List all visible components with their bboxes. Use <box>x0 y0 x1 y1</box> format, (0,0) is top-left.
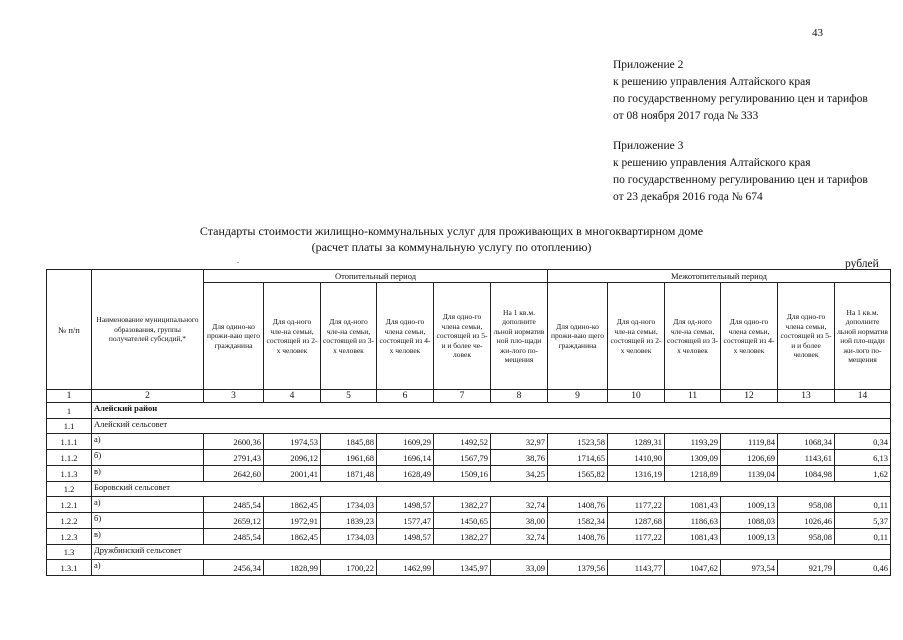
column-number: 9 <box>548 390 608 403</box>
cell-value: 1088,03 <box>721 513 778 529</box>
column-number: 14 <box>835 390 891 403</box>
cell-value: 2456,34 <box>204 560 264 576</box>
row-number: 1.3.1 <box>47 560 92 576</box>
column-number: 7 <box>434 390 491 403</box>
row-group-label: б) <box>92 450 204 466</box>
cell-value: 1316,19 <box>608 466 665 482</box>
row-section-name: Алейский сельсовет <box>92 419 891 434</box>
page-number: 43 <box>812 27 823 39</box>
cell-value: 1026,46 <box>778 513 835 529</box>
cell-value: 1462,99 <box>377 560 434 576</box>
column-number: 12 <box>721 390 778 403</box>
table-row <box>47 497 891 513</box>
cell-value: 1862,45 <box>264 497 321 513</box>
annex-2-line: по государственному регулированию цен и тарифов <box>613 93 868 105</box>
cell-value: 2001,41 <box>264 466 321 482</box>
cell-value: 1119,84 <box>721 434 778 450</box>
section-row <box>47 545 891 560</box>
cell-value: 1961,68 <box>321 450 377 466</box>
document-subtitle: (расчет платы за коммунальную услугу по отоплению) <box>311 240 592 254</box>
header-number: № п/п <box>47 270 92 390</box>
column-number: 1 <box>47 390 92 403</box>
cell-value: 1289,31 <box>608 434 665 450</box>
cell-value: 2485,54 <box>204 529 264 545</box>
cell-value: 1700,22 <box>321 560 377 576</box>
document-title-line: Стандарты стоимости жилищно-коммунальных услуг для проживающих в многоквартирном доме <box>199 224 704 238</box>
header-column-9: Для одино-ко прожи-ваю щего гражданина <box>548 283 608 390</box>
annex-3-line: к решению управления Алтайского края <box>613 157 811 169</box>
header-column-14: На 1 кв.м. дополните льной норматив ной пло-щади жи-лого по-мещения <box>835 283 891 390</box>
cell-value: 1218,89 <box>665 466 721 482</box>
cell-value: 958,08 <box>778 497 835 513</box>
cell-value: 32,97 <box>491 434 548 450</box>
cell-value: 0,11 <box>835 497 891 513</box>
cell-value: 1143,77 <box>608 560 665 576</box>
cell-value: 958,08 <box>778 529 835 545</box>
header-inter-heating-period: Межотопительный период <box>548 270 891 283</box>
column-number: 6 <box>377 390 434 403</box>
row-number: 1.2 <box>47 482 92 497</box>
row-section-name: Боровский сельсовет <box>92 482 891 497</box>
table-row <box>47 560 891 576</box>
row-group-label: б) <box>92 513 204 529</box>
row-group-label: а) <box>92 497 204 513</box>
row-number: 1.3 <box>47 545 92 560</box>
cell-value: 1382,27 <box>434 497 491 513</box>
cell-value: 1828,99 <box>264 560 321 576</box>
cell-value: 32,74 <box>491 529 548 545</box>
cell-value: 1734,03 <box>321 529 377 545</box>
section-row <box>47 403 891 419</box>
cell-value: 2642,60 <box>204 466 264 482</box>
stray-dot: . <box>237 256 239 265</box>
column-number: 11 <box>665 390 721 403</box>
cell-value: 1523,58 <box>548 434 608 450</box>
cell-value: 2791,43 <box>204 450 264 466</box>
annex-2-line: от 08 ноября 2017 года № 333 <box>613 110 759 122</box>
cell-value: 2096,12 <box>264 450 321 466</box>
table-row <box>47 529 891 545</box>
cell-value: 0,34 <box>835 434 891 450</box>
header-column-7: Для одно-го члена семьи, состоящей из 5-и и более че-ловек <box>434 283 491 390</box>
table-row <box>47 434 891 450</box>
header-column-8: На 1 кв.м. дополните льной норматив ной пло-щади жи-лого по-мещения <box>491 283 548 390</box>
cell-value: 1309,09 <box>665 450 721 466</box>
cell-value: 2659,12 <box>204 513 264 529</box>
cell-value: 1206,69 <box>721 450 778 466</box>
cell-value: 1734,03 <box>321 497 377 513</box>
row-number: 1.1 <box>47 419 92 434</box>
unit-label: рублей <box>845 258 879 270</box>
header-column-3: Для одино-ко прожи-ваю щего гражданина <box>204 283 264 390</box>
document-title <box>0 223 903 255</box>
cell-value: 1068,34 <box>778 434 835 450</box>
column-number: 3 <box>204 390 264 403</box>
column-number: 13 <box>778 390 835 403</box>
row-section-name: Алейский район <box>92 403 891 419</box>
cell-value: 1047,62 <box>665 560 721 576</box>
header-column-6: Для одно-го члена семьи, состоящей из 4-х человек <box>377 283 434 390</box>
header-heating-period: Отопительный период <box>204 270 548 283</box>
table-row <box>47 466 891 482</box>
row-section-name: Дружбинский сельсовет <box>92 545 891 560</box>
cell-value: 1,62 <box>835 466 891 482</box>
annex-3-title: Приложение 3 <box>613 140 684 152</box>
cell-value: 1382,27 <box>434 529 491 545</box>
cell-value: 1186,63 <box>665 513 721 529</box>
cell-value: 0,46 <box>835 560 891 576</box>
header-column-4: Для од-ного чле-на семьи, состоящей из 2-х человек <box>264 283 321 390</box>
cell-value: 33,09 <box>491 560 548 576</box>
cell-value: 973,54 <box>721 560 778 576</box>
cell-value: 6,13 <box>835 450 891 466</box>
section-row <box>47 482 891 497</box>
row-number: 1.2.2 <box>47 513 92 529</box>
header-column-12: Для одно-го члена семьи, состоящей из 4-х человек <box>721 283 778 390</box>
cell-value: 5,37 <box>835 513 891 529</box>
cell-value: 34,25 <box>491 466 548 482</box>
cell-value: 1498,57 <box>377 497 434 513</box>
table-row <box>47 450 891 466</box>
row-group-label: а) <box>92 560 204 576</box>
cell-value: 1862,45 <box>264 529 321 545</box>
table-row <box>47 513 891 529</box>
cell-value: 1565,82 <box>548 466 608 482</box>
cell-value: 1009,13 <box>721 497 778 513</box>
column-number: 5 <box>321 390 377 403</box>
row-group-label: в) <box>92 466 204 482</box>
cell-value: 1972,91 <box>264 513 321 529</box>
header-column-11: Для од-ного чле-на семьи, состоящей из 3-х человек <box>665 283 721 390</box>
cell-value: 1081,43 <box>665 529 721 545</box>
cell-value: 1839,23 <box>321 513 377 529</box>
cell-value: 1450,65 <box>434 513 491 529</box>
cell-value: 1379,56 <box>548 560 608 576</box>
cell-value: 38,76 <box>491 450 548 466</box>
cell-value: 1582,34 <box>548 513 608 529</box>
cell-value: 1009,13 <box>721 529 778 545</box>
row-number: 1.2.1 <box>47 497 92 513</box>
annex-3-line: по государственному регулированию цен и тарифов <box>613 174 868 186</box>
column-number: 4 <box>264 390 321 403</box>
row-number: 1.1.3 <box>47 466 92 482</box>
cell-value: 1410,90 <box>608 450 665 466</box>
cell-value: 1609,29 <box>377 434 434 450</box>
cell-value: 1567,79 <box>434 450 491 466</box>
column-number: 10 <box>608 390 665 403</box>
cell-value: 2600,36 <box>204 434 264 450</box>
row-number: 1.1.2 <box>47 450 92 466</box>
cell-value: 1628,49 <box>377 466 434 482</box>
row-group-label: а) <box>92 434 204 450</box>
cell-value: 1139,04 <box>721 466 778 482</box>
row-number: 1.1.1 <box>47 434 92 450</box>
row-group-label: в) <box>92 529 204 545</box>
column-number: 8 <box>491 390 548 403</box>
cell-value: 1084,98 <box>778 466 835 482</box>
row-number: 1 <box>47 403 92 419</box>
cell-value: 38,00 <box>491 513 548 529</box>
annex-2-block <box>613 57 868 125</box>
cell-value: 1408,76 <box>548 497 608 513</box>
cell-value: 1287,68 <box>608 513 665 529</box>
cell-value: 1193,29 <box>665 434 721 450</box>
cell-value: 1408,76 <box>548 529 608 545</box>
cell-value: 1177,22 <box>608 529 665 545</box>
section-row <box>47 419 891 434</box>
cell-value: 1081,43 <box>665 497 721 513</box>
header-name: Наименование муниципального образования, группы получателей субсидий,* <box>92 270 204 390</box>
row-number: 1.2.3 <box>47 529 92 545</box>
header-column-13: Для одно-го члена семьи, состоящей из 5-и и более человек <box>778 283 835 390</box>
cell-value: 1143,61 <box>778 450 835 466</box>
cell-value: 1345,97 <box>434 560 491 576</box>
cell-value: 0,11 <box>835 529 891 545</box>
cell-value: 1845,88 <box>321 434 377 450</box>
cell-value: 1577,47 <box>377 513 434 529</box>
cell-value: 1177,22 <box>608 497 665 513</box>
cell-value: 1974,53 <box>264 434 321 450</box>
cell-value: 2485,54 <box>204 497 264 513</box>
cell-value: 921,79 <box>778 560 835 576</box>
annex-2-line: к решению управления Алтайского края <box>613 76 811 88</box>
annex-3-block <box>613 138 868 206</box>
cell-value: 1871,48 <box>321 466 377 482</box>
tariff-table <box>46 269 891 576</box>
cell-value: 1696,14 <box>377 450 434 466</box>
cell-value: 32,74 <box>491 497 548 513</box>
header-column-5: Для од-ного чле-на семьи, состоящей из 3-х человек <box>321 283 377 390</box>
column-number: 2 <box>92 390 204 403</box>
header-column-10: Для од-ного чле-на семьи, состоящей из 2-х человек <box>608 283 665 390</box>
cell-value: 1498,57 <box>377 529 434 545</box>
cell-value: 1509,16 <box>434 466 491 482</box>
annex-2-title: Приложение 2 <box>613 59 684 71</box>
cell-value: 1492,52 <box>434 434 491 450</box>
annex-3-line: от 23 декабря 2016 года № 674 <box>613 191 763 203</box>
cell-value: 1714,65 <box>548 450 608 466</box>
